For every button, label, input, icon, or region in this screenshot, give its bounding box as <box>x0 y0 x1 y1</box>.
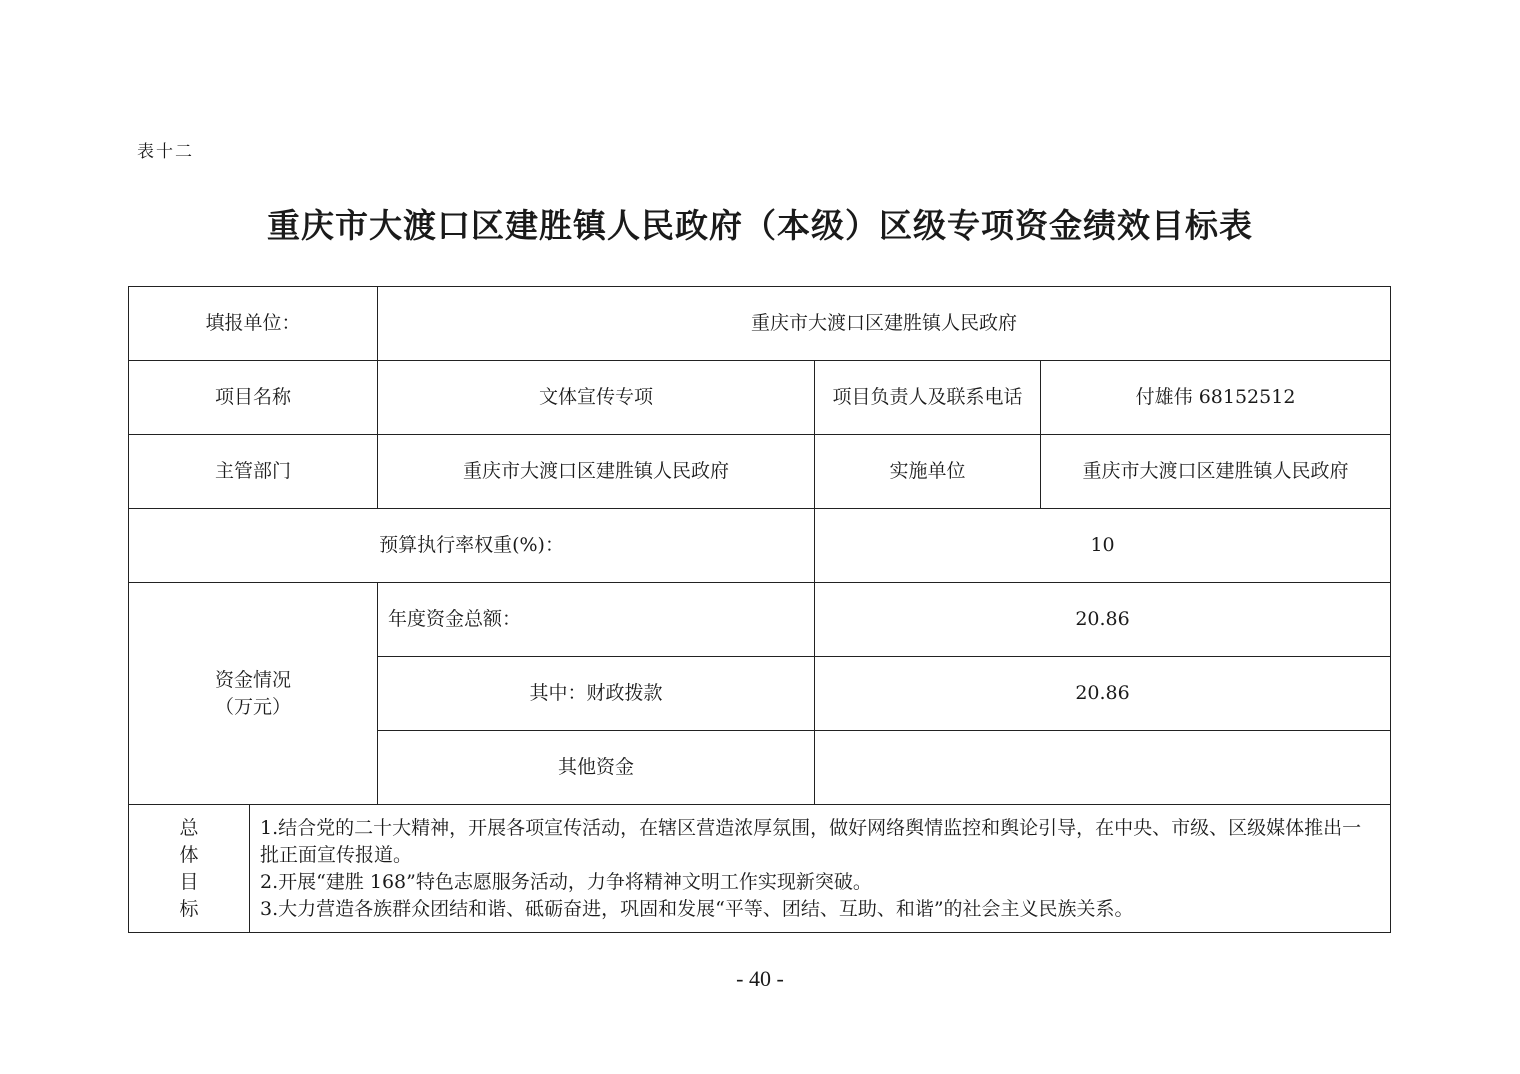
performance-target-table <box>128 286 1391 933</box>
dept-label: 主管部门 <box>129 435 378 509</box>
page-number: - 40 - <box>736 966 784 991</box>
reporting-unit-label: 填报单位： <box>129 287 378 361</box>
annual-total-value: 20.86 <box>815 583 1391 657</box>
goal-item: 3.大力营造各族群众团结和谐、砥砺奋进，巩固和发展“平等、团结、互助、和谐”的社会主义民族关系。 <box>260 897 1134 920</box>
funds-label-line1: 资金情况 <box>215 668 292 691</box>
reporting-unit-value: 重庆市大渡口区建胜镇人民政府 <box>378 287 1391 361</box>
dept-value: 重庆市大渡口区建胜镇人民政府 <box>378 435 815 509</box>
overall-goal-text <box>250 805 1391 933</box>
impl-value: 重庆市大渡口区建胜镇人民政府 <box>1041 435 1391 509</box>
document-title: 重庆市大渡口区建胜镇人民政府（本级）区级专项资金绩效目标表 <box>267 206 1253 245</box>
table-row <box>129 583 1391 657</box>
goal-item: 1.结合党的二十大精神，开展各项宣传活动，在辖区营造浓厚氛围，做好网络舆情监控和舆论引导，在中央、市级、区级媒体推出一批正面宣传报道。 <box>260 816 1362 866</box>
contact-value: 付雄伟 68152512 <box>1041 361 1391 435</box>
budget-weight-value: 10 <box>815 509 1391 583</box>
annual-total-label: 年度资金总额： <box>378 583 815 657</box>
table-label: 表十二 <box>137 142 194 162</box>
other-funds-label: 其他资金 <box>378 731 815 805</box>
table-row <box>129 361 1391 435</box>
project-name-value: 文体宣传专项 <box>378 361 815 435</box>
table-row <box>129 805 1391 933</box>
table-row <box>129 435 1391 509</box>
overall-goal-label <box>129 805 250 933</box>
goal-label-char: 目 <box>179 870 199 893</box>
goal-label-char: 标 <box>179 897 199 920</box>
table-row <box>129 509 1391 583</box>
fiscal-value: 20.86 <box>815 657 1391 731</box>
other-funds-value <box>815 731 1391 805</box>
goal-item: 2.开展“建胜 168”特色志愿服务活动，力争将精神文明工作实现新突破。 <box>260 870 872 893</box>
budget-weight-label: 预算执行率权重(%)： <box>129 509 815 583</box>
contact-label: 项目负责人及联系电话 <box>815 361 1041 435</box>
project-name-label: 项目名称 <box>129 361 378 435</box>
goal-label-char: 总 <box>179 816 199 839</box>
fiscal-label: 其中：财政拨款 <box>378 657 815 731</box>
goal-label-char: 体 <box>179 843 199 866</box>
funds-label-line2: （万元） <box>215 695 292 718</box>
funds-label <box>129 583 378 805</box>
impl-label: 实施单位 <box>815 435 1041 509</box>
table-row <box>129 287 1391 361</box>
